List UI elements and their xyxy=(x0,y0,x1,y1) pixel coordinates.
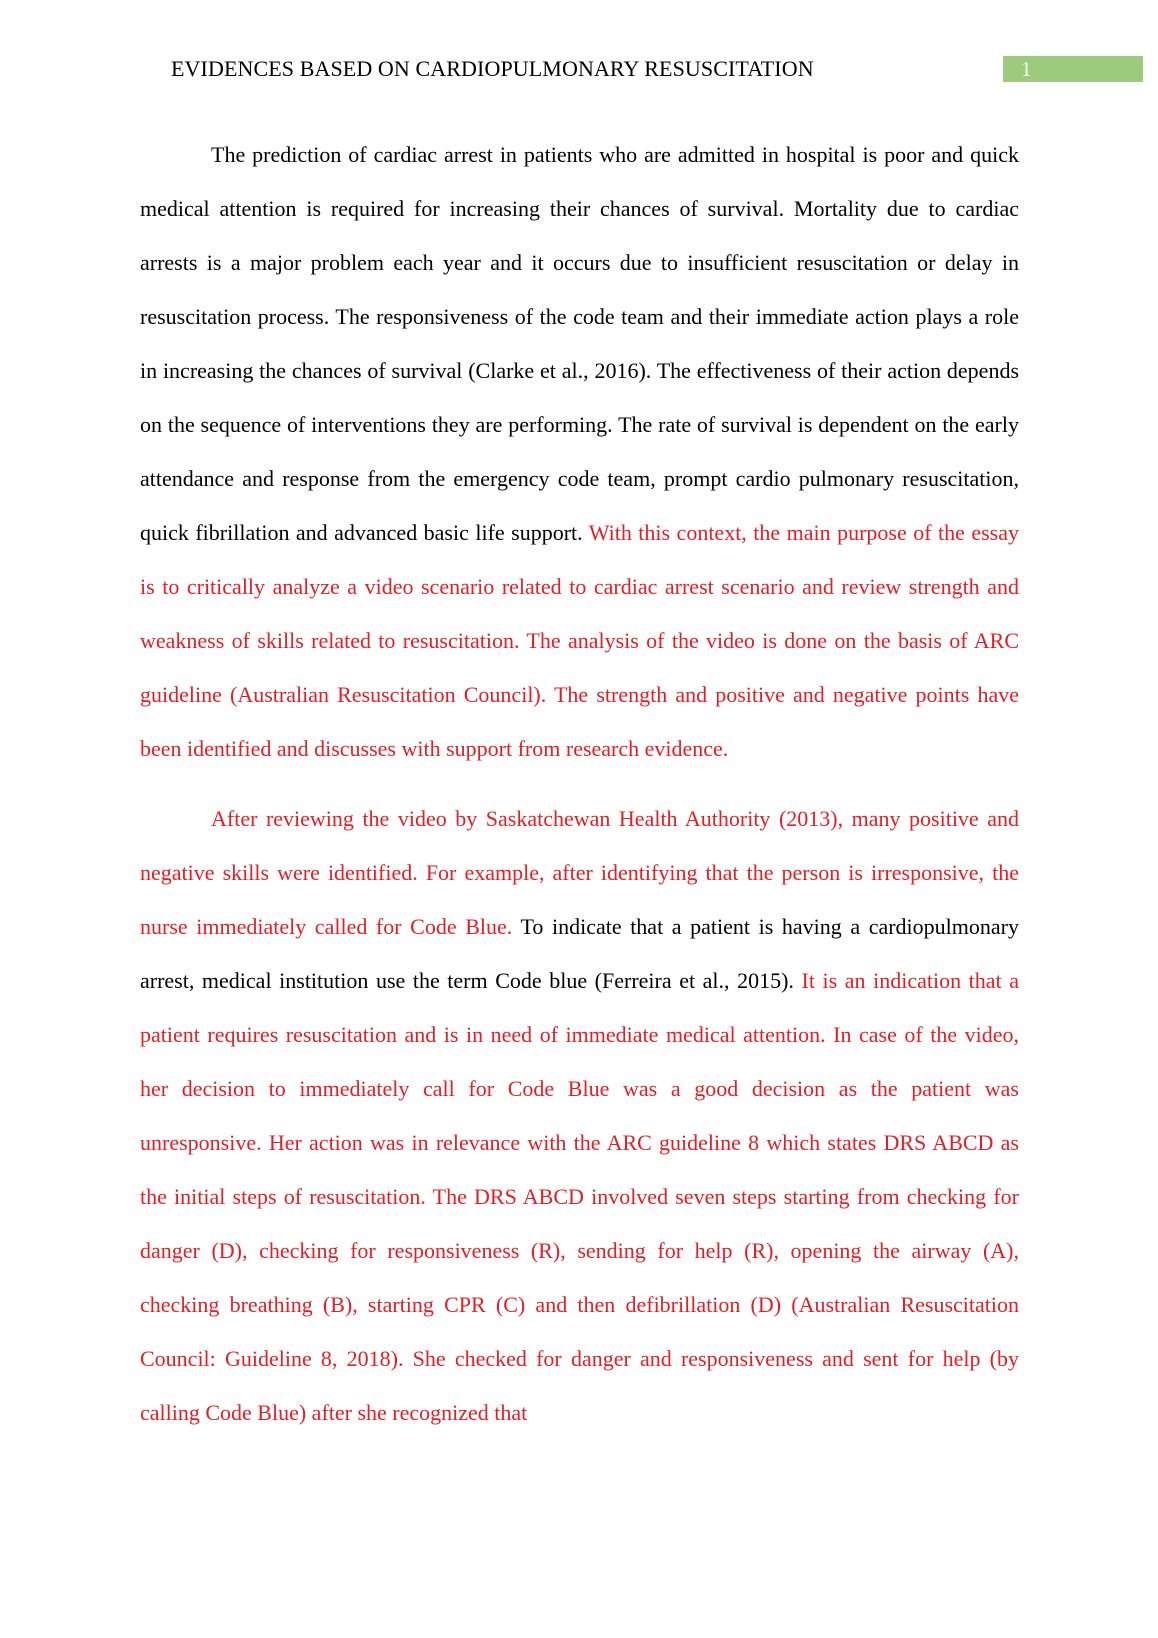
page-number: 1 xyxy=(1003,56,1143,82)
paragraph-2-highlighted-text-2: It is an indication that a patient requires resuscitation and is in need of immediate medical attention. In case of the video, her decision to immediately call for Code Blue was a good decision as the patient was unresponsive. Her action was in relevance with the ARC guideline 8 which states DRS ABCD as the initial steps of resuscitation. The DRS ABCD involved seven steps starting from checking for danger (D), checking for responsiveness (R), sending for help (R), opening the airway (A), checking breathing (B), starting CPR (C) and then defibrillation (D) (Australian Resuscitation Council: Guideline 8, 2018). She checked for danger and responsiveness and sent for help (by calling Code Blue) after she recognized that xyxy=(140,968,1019,1425)
paragraph-1-highlighted-text: With this context, the main purpose of the essay is to critically analyze a video scenario related to cardiac arrest scenario and review strength and weakness of skills related to resuscitation. The analysis of the video is done on the basis of ARC guideline (Australian Resuscitation Council). The strength and positive and negative points have been identified and discusses with support from research evidence. xyxy=(140,520,1019,761)
paragraph-2-highlighted-text-1: After reviewing the video by Saskatchewan Health Authority (2013), many positive and negative skills were identified. For example, after identifying that the person is irresponsive, the nurse immediately called for Code Blue. xyxy=(140,806,1019,939)
paragraph-1-text: The prediction of cardiac arrest in patients who are admitted in hospital is poor and quick medical attention is required for increasing their chances of survival. Mortality due to cardiac arrests is a major problem each year and it occurs due to insufficient resuscitation or delay in resuscitation process. The responsiveness of the code team and their immediate action plays a role in increasing the chances of survival (Clarke et al., 2016). The effectiveness of their action depends on the sequence of interventions they are performing. The rate of survival is dependent on the early attendance and response from the emergency code team, prompt cardio pulmonary resuscitation, quick fibrillation and advanced basic life support. xyxy=(140,142,1019,545)
body-text xyxy=(140,128,1019,1440)
running-head-title: EVIDENCES BASED ON CARDIOPULMONARY RESUSCITATION xyxy=(171,56,814,81)
paragraph-video-analysis xyxy=(140,792,1019,1440)
paragraph-2-text: To indicate that a patient is having a cardiopulmonary arrest, medical institution use the term Code blue (Ferreira et al., 2015). xyxy=(140,914,1019,993)
paragraph-introduction xyxy=(140,128,1019,776)
